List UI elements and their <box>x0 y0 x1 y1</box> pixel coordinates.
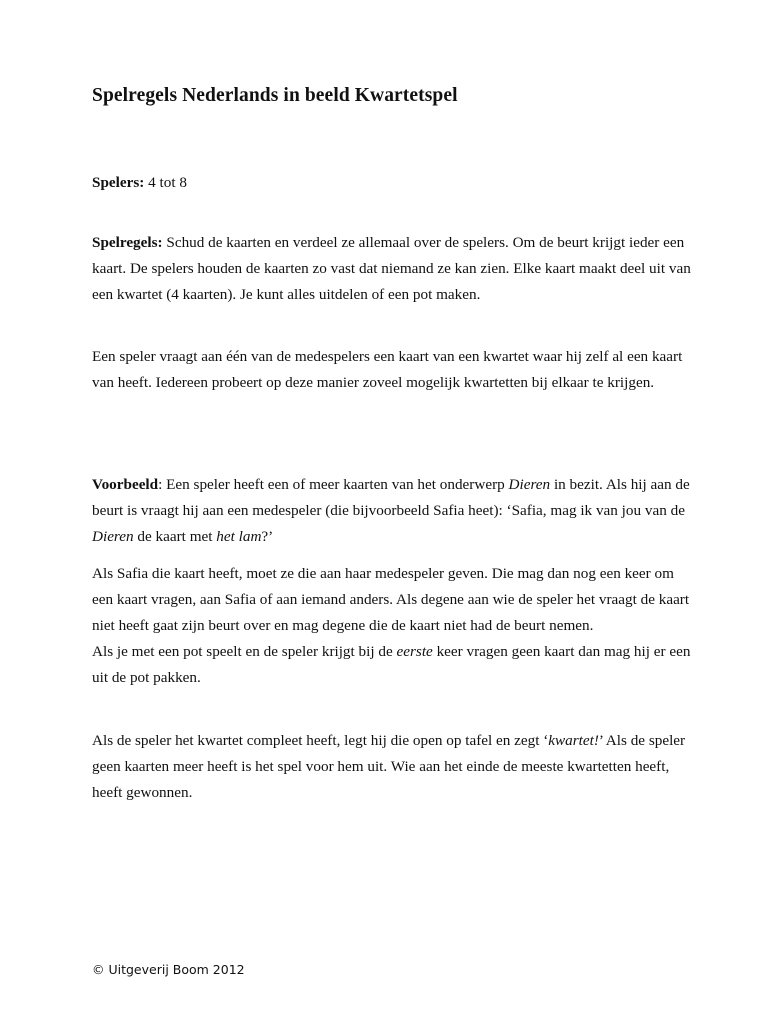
example-paragraph <box>92 472 692 550</box>
example-text-3: de kaart met <box>133 528 217 545</box>
example-paragraph-2 <box>92 561 692 691</box>
example-italic-dieren: Dieren <box>508 476 551 493</box>
example-text-1: : Een speler heeft een of meer kaarten van het onderwerp <box>158 476 509 493</box>
rules-text: Schud de kaarten en verdeel ze allemaal over de spelers. Om de beurt krijgt ieder een kaart. De spelers houden de kaarten zo vast dat niemand ze kan zien. Elke kaart maakt deel uit van een kwartet (4 kaarten). Je kunt alles uitdelen of een pot maken. <box>92 234 691 303</box>
example-italic-het-lam: het lam <box>216 528 262 545</box>
example-italic-dieren-2: Dieren <box>92 528 134 545</box>
example-text-4: ?’ <box>261 528 274 545</box>
example-text-2: in bezit. Als hij aan de beurt is vraagt hij aan een medespeler (die bijvoorbeeld Safia heet): ‘Safia, mag ik van jou van de <box>92 476 690 519</box>
ending-italic-kwartet: kwartet! <box>548 732 599 749</box>
ending-paragraph <box>92 728 692 806</box>
example-label: Voorbeeld <box>92 476 159 493</box>
example-2-text-1: Als Safia die kaart heeft, moet ze die aan haar medespeler geven. Die mag dan nog een keer om een kaart vragen, aan Safia of aan iemand anders. Als degene aan wie de speler het vraagt de kaart niet heeft gaat zijn beurt over en mag degene die de kaart niet had de beurt nemen. <box>92 565 690 634</box>
ending-text-1: Als de speler het kwartet compleet heeft, legt hij die open op tafel en zegt ‘ <box>92 732 549 749</box>
rules-paragraph-2: Een speler vraagt aan één van de medespelers een kaart van een kwartet waar hij zelf al een kaart van heeft. Iedereen probeert op deze manier zoveel mogelijk kwartetten bij elkaar te krijgen. <box>92 348 683 391</box>
example-2-italic-eerste: eerste <box>396 643 433 660</box>
document-title: Spelregels Nederlands in beeld Kwartetspel <box>92 85 458 106</box>
ending-text-2: ’ Als de speler geen kaarten meer heeft is het spel voor hem uit. Wie aan het einde de meeste kwartetten heeft, heeft gewonnen. <box>92 732 686 801</box>
example-2-text-2: Als je met een pot speelt en de speler krijgt bij de <box>92 643 397 660</box>
players-value: 4 tot 8 <box>144 174 187 191</box>
copyright-footer: © Uitgeverij Boom 2012 <box>92 962 245 977</box>
players-paragraph <box>92 170 692 196</box>
rules-label: Spelregels: <box>92 234 163 251</box>
rules-paragraph <box>92 230 692 308</box>
example-2-text-3: keer vragen geen kaart dan mag hij er een uit de pot pakken. <box>92 643 691 686</box>
players-label: Spelers: <box>92 174 145 191</box>
